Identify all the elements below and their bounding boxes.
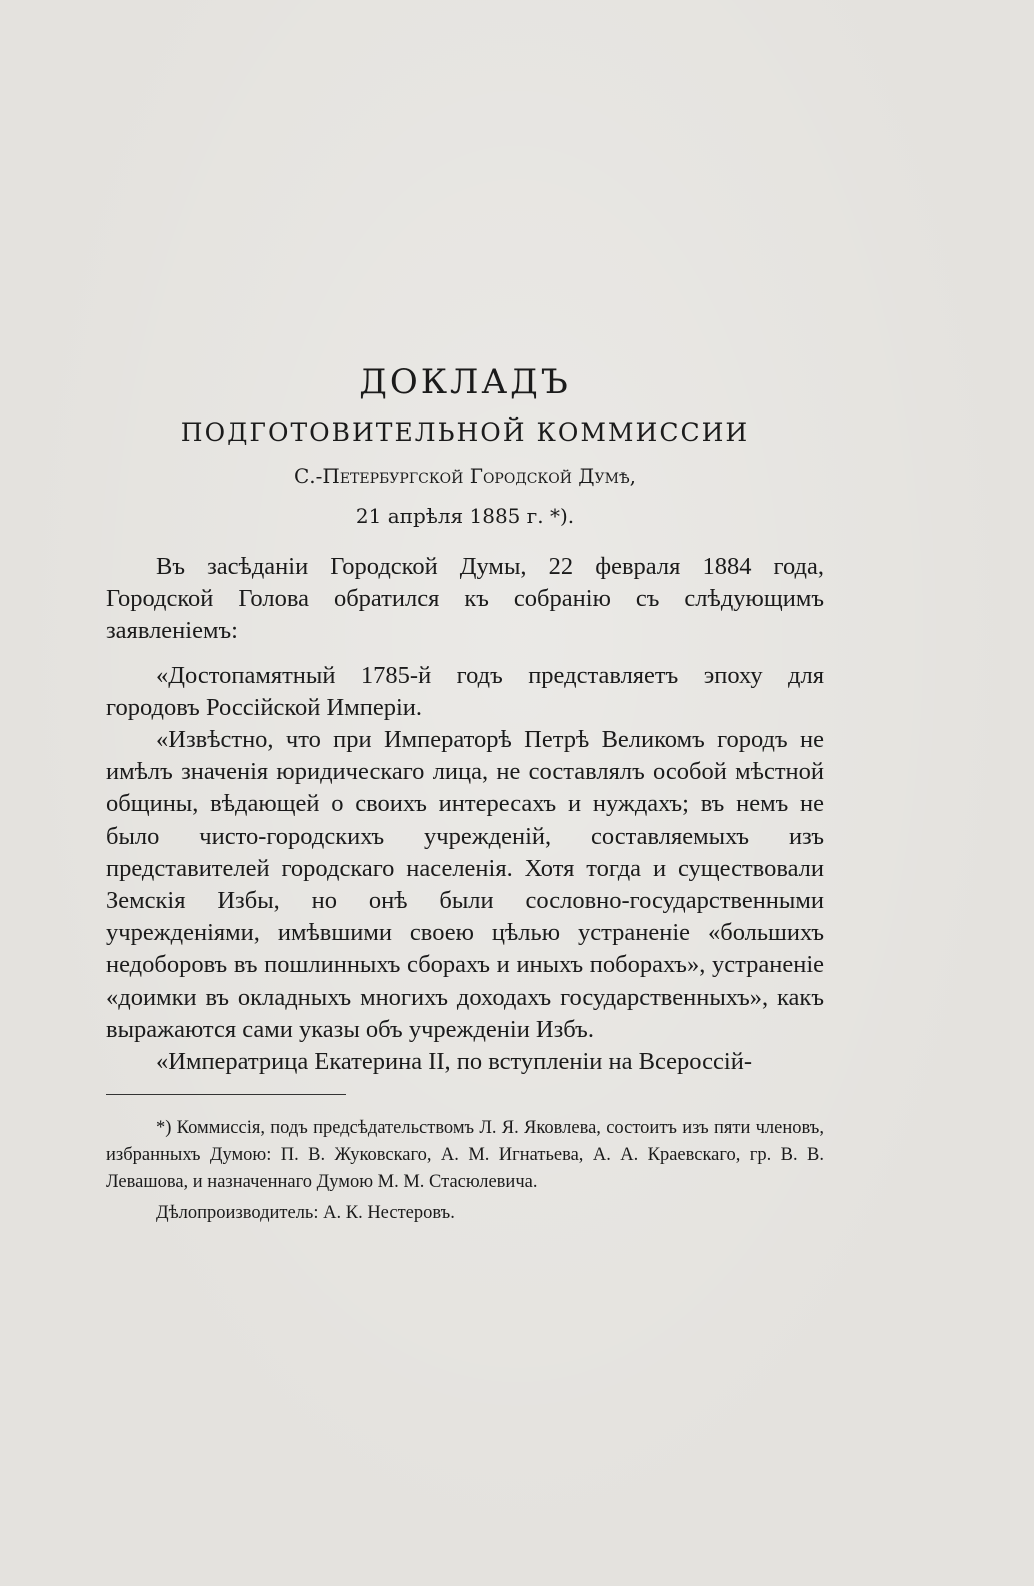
body-text [106, 551, 824, 1078]
footnote: Дѣлопроизводитель: А. К. Нестеровъ. [156, 1203, 455, 1224]
document-date: 21 апрѣля 1885 г. *). [355, 504, 575, 528]
document-organization: С.-Петербургской Городской Думѣ, [293, 464, 637, 488]
page-content [106, 362, 824, 1227]
document-subtitle: ПОДГОТОВИТЕЛЬНОЙ КОММИССИИ [180, 418, 750, 447]
footnote: *) Коммиссія, подъ предсѣдательствомъ Л. Я. Яковлева, состоитъ изъ пяти членовъ, избранныхъ Думою: П. В. Жуковскаго, А. М. Игнатьева, А. А. Краевскаго, гр. В. В. Левашова, и назначеннаго Думою М. М. Стасюлевича. [106, 1118, 824, 1193]
footnote-divider [106, 1094, 346, 1095]
footnotes [106, 1115, 824, 1227]
paragraph: «Извѣстно, что при Императорѣ Петрѣ Великомъ городъ не имѣлъ значенія юридическаго лица, не составлялъ особой мѣстной общины, вѣдающей о своихъ интересахъ и нуждахъ; въ немъ не было чисто-городскихъ учрежденій, составляемыхъ изъ представителей городскаго населенія. Хотя тогда и существовали Земскія Избы, но онѣ были сословно-государственными учрежденіями, имѣвшими своею цѣлью устраненіе «большихъ недоборовъ въ пошлинныхъ сборахъ и иныхъ поборахъ», устраненіе «доимки въ окладныхъ многихъ доходахъ государственныхъ», какъ выражаются сами указы объ учрежденіи Избъ. [106, 726, 824, 1043]
paragraph: «Императрица Екатерина II, по вступленіи на Всероссій- [156, 1048, 752, 1076]
paragraph: Въ засѣданіи Городской Думы, 22 февраля 1884 года, Городской Голова обратился къ собранію съ слѣдующимъ заявленіемъ: [106, 553, 824, 645]
paragraph: «Достопамятный 1785-й годъ представляетъ эпоху для городовъ Россійской Имперіи. [106, 661, 824, 721]
document-title: ДОКЛАДЪ [359, 362, 571, 402]
